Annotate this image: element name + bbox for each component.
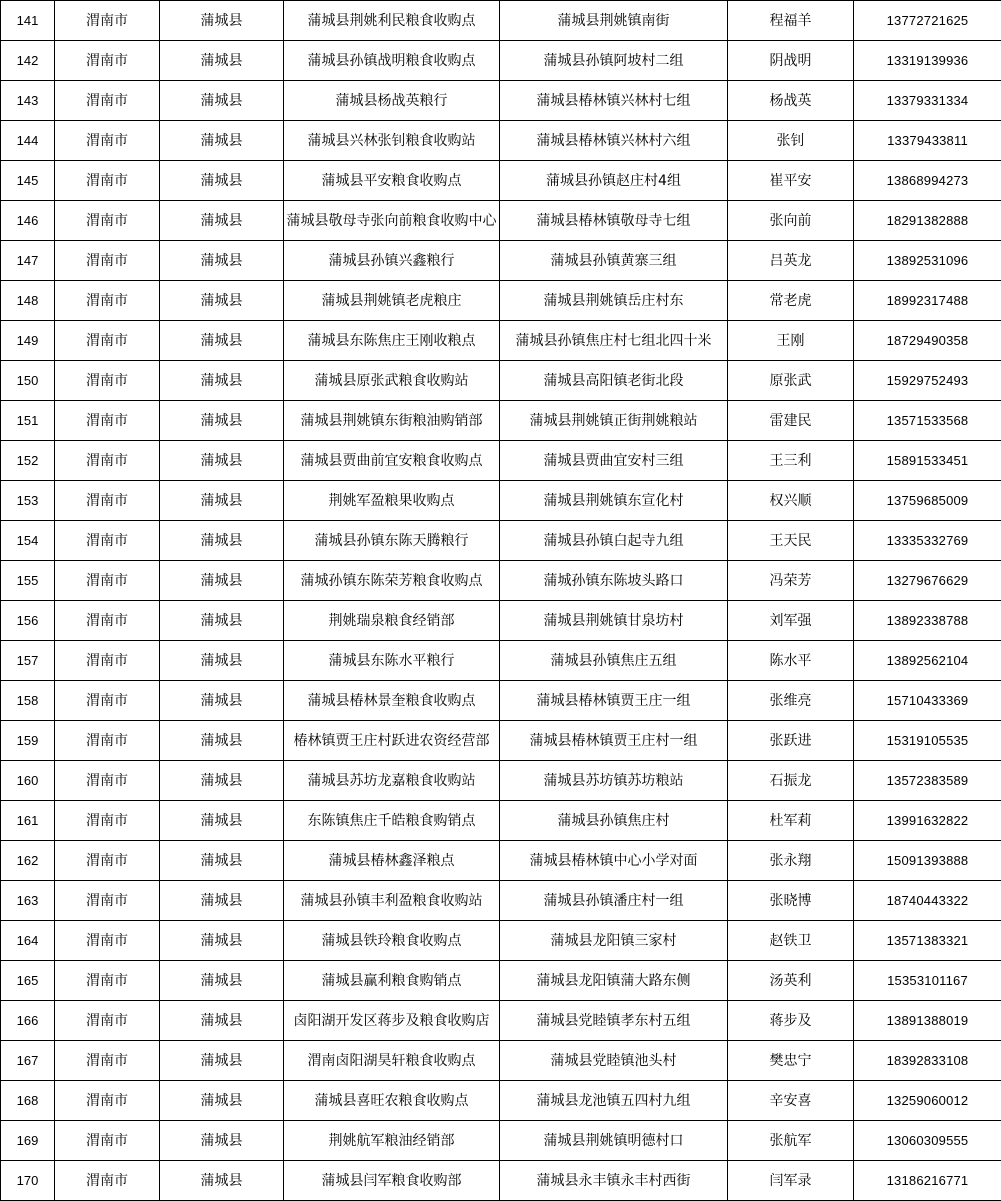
- county-cell: 蒲城县: [160, 641, 284, 681]
- enterprise-name-cell: 蒲城县杨战英粮行: [284, 81, 500, 121]
- city-cell: 渭南市: [55, 841, 160, 881]
- table-row: [1, 1121, 1001, 1161]
- table-row: [1, 201, 1001, 241]
- enterprise-name-cell: 蒲城县椿林鑫泽粮点: [284, 841, 500, 881]
- contact-person-cell: 杨战英: [728, 81, 854, 121]
- address-cell: 蒲城县孙镇焦庄村七组北四十米: [500, 321, 728, 361]
- contact-person-cell: 石振龙: [728, 761, 854, 801]
- phone-number-cell: 13991632822: [854, 801, 1001, 841]
- enterprise-name-cell: 东陈镇焦庄千皓粮食购销点: [284, 801, 500, 841]
- address-cell: 蒲城县椿林镇敬母寺七组: [500, 201, 728, 241]
- enterprise-name-cell: 蒲城县东陈水平粮行: [284, 641, 500, 681]
- address-cell: 蒲城县荆姚镇甘泉坊村: [500, 601, 728, 641]
- row-number-cell: 149: [1, 321, 55, 361]
- phone-number-cell: 13379433811: [854, 121, 1001, 161]
- county-cell: 蒲城县: [160, 1001, 284, 1041]
- city-cell: 渭南市: [55, 1041, 160, 1081]
- address-cell: 蒲城县荆姚镇明德村口: [500, 1121, 728, 1161]
- contact-person-cell: 王天民: [728, 521, 854, 561]
- county-cell: 蒲城县: [160, 361, 284, 401]
- city-cell: 渭南市: [55, 681, 160, 721]
- enterprise-name-cell: 蒲城县平安粮食收购点: [284, 161, 500, 201]
- enterprise-name-cell: 蒲城县铁玲粮食收购点: [284, 921, 500, 961]
- table-row: [1, 121, 1001, 161]
- table-row: [1, 321, 1001, 361]
- enterprise-name-cell: 蒲城县敬母寺张向前粮食收购中心: [284, 201, 500, 241]
- row-number-cell: 146: [1, 201, 55, 241]
- enterprise-name-cell: 蒲城县兴林张钊粮食收购站: [284, 121, 500, 161]
- city-cell: 渭南市: [55, 721, 160, 761]
- phone-number-cell: 18729490358: [854, 321, 1001, 361]
- address-cell: 蒲城县椿林镇兴林村七组: [500, 81, 728, 121]
- city-cell: 渭南市: [55, 361, 160, 401]
- row-number-cell: 158: [1, 681, 55, 721]
- table-row: [1, 1041, 1001, 1081]
- address-cell: 蒲城县贾曲宜安村三组: [500, 441, 728, 481]
- row-number-cell: 161: [1, 801, 55, 841]
- contact-person-cell: 赵铁卫: [728, 921, 854, 961]
- enterprise-name-cell: 蒲城县闫军粮食收购部: [284, 1161, 500, 1201]
- table-row: [1, 841, 1001, 881]
- row-number-cell: 159: [1, 721, 55, 761]
- phone-number-cell: 15091393888: [854, 841, 1001, 881]
- table-row: [1, 921, 1001, 961]
- table-row: [1, 761, 1001, 801]
- phone-number-cell: 13571533568: [854, 401, 1001, 441]
- enterprise-name-cell: 蒲城县苏坊龙嘉粮食收购站: [284, 761, 500, 801]
- county-cell: 蒲城县: [160, 241, 284, 281]
- row-number-cell: 152: [1, 441, 55, 481]
- row-number-cell: 144: [1, 121, 55, 161]
- row-number-cell: 147: [1, 241, 55, 281]
- phone-number-cell: 15929752493: [854, 361, 1001, 401]
- row-number-cell: 167: [1, 1041, 55, 1081]
- contact-person-cell: 王刚: [728, 321, 854, 361]
- enterprise-name-cell: 渭南卤阳湖昊轩粮食收购点: [284, 1041, 500, 1081]
- city-cell: 渭南市: [55, 801, 160, 841]
- phone-number-cell: 18291382888: [854, 201, 1001, 241]
- table-row: [1, 1161, 1001, 1201]
- address-cell: 蒲城县孙镇赵庄村4组: [500, 161, 728, 201]
- county-cell: 蒲城县: [160, 801, 284, 841]
- county-cell: 蒲城县: [160, 481, 284, 521]
- row-number-cell: 163: [1, 881, 55, 921]
- address-cell: 蒲城县孙镇潘庄村一组: [500, 881, 728, 921]
- enterprise-name-cell: 蒲城县孙镇丰利盈粮食收购站: [284, 881, 500, 921]
- county-cell: 蒲城县: [160, 201, 284, 241]
- address-cell: 蒲城县荆姚镇正街荆姚粮站: [500, 401, 728, 441]
- contact-person-cell: 张航军: [728, 1121, 854, 1161]
- city-cell: 渭南市: [55, 1, 160, 41]
- county-cell: 蒲城县: [160, 81, 284, 121]
- enterprise-name-cell: 蒲城县原张武粮食收购站: [284, 361, 500, 401]
- contact-person-cell: 陈水平: [728, 641, 854, 681]
- county-cell: 蒲城县: [160, 441, 284, 481]
- contact-person-cell: 崔平安: [728, 161, 854, 201]
- phone-number-cell: 15710433369: [854, 681, 1001, 721]
- city-cell: 渭南市: [55, 201, 160, 241]
- county-cell: 蒲城县: [160, 681, 284, 721]
- address-cell: 蒲城县荆姚镇岳庄村东: [500, 281, 728, 321]
- enterprise-name-cell: 荆姚瑞泉粮食经销部: [284, 601, 500, 641]
- row-number-cell: 153: [1, 481, 55, 521]
- row-number-cell: 165: [1, 961, 55, 1001]
- city-cell: 渭南市: [55, 921, 160, 961]
- contact-person-cell: 张向前: [728, 201, 854, 241]
- table-row: [1, 641, 1001, 681]
- table-row: [1, 161, 1001, 201]
- enterprise-name-cell: 蒲城县东陈焦庄王刚收粮点: [284, 321, 500, 361]
- table-row: [1, 561, 1001, 601]
- county-cell: 蒲城县: [160, 1041, 284, 1081]
- row-number-cell: 168: [1, 1081, 55, 1121]
- table-row: [1, 401, 1001, 441]
- table-row: [1, 481, 1001, 521]
- county-cell: 蒲城县: [160, 961, 284, 1001]
- table-row: [1, 441, 1001, 481]
- phone-number-cell: 15353101167: [854, 961, 1001, 1001]
- phone-number-cell: 13571383321: [854, 921, 1001, 961]
- phone-number-cell: 13892562104: [854, 641, 1001, 681]
- table-row: [1, 601, 1001, 641]
- enterprise-name-cell: 荆姚航军粮油经销部: [284, 1121, 500, 1161]
- table-row: [1, 41, 1001, 81]
- address-cell: 蒲城县党睦镇孝东村五组: [500, 1001, 728, 1041]
- county-cell: 蒲城县: [160, 1081, 284, 1121]
- contact-person-cell: 张永翔: [728, 841, 854, 881]
- phone-number-cell: 13572383589: [854, 761, 1001, 801]
- phone-number-cell: 13892338788: [854, 601, 1001, 641]
- city-cell: 渭南市: [55, 881, 160, 921]
- row-number-cell: 151: [1, 401, 55, 441]
- enterprise-name-cell: 蒲城县椿林景奎粮食收购点: [284, 681, 500, 721]
- row-number-cell: 170: [1, 1161, 55, 1201]
- row-number-cell: 143: [1, 81, 55, 121]
- address-cell: 蒲城县党睦镇池头村: [500, 1041, 728, 1081]
- enterprise-name-cell: 蒲城孙镇东陈荣芳粮食收购点: [284, 561, 500, 601]
- county-cell: 蒲城县: [160, 41, 284, 81]
- table-row: [1, 361, 1001, 401]
- enterprise-name-cell: 椿林镇贾王庄村跃进农资经营部: [284, 721, 500, 761]
- phone-number-cell: 13868994273: [854, 161, 1001, 201]
- city-cell: 渭南市: [55, 1001, 160, 1041]
- row-number-cell: 155: [1, 561, 55, 601]
- address-cell: 蒲城县苏坊镇苏坊粮站: [500, 761, 728, 801]
- phone-number-cell: 13060309555: [854, 1121, 1001, 1161]
- contact-person-cell: 张维亮: [728, 681, 854, 721]
- contact-person-cell: 汤英利: [728, 961, 854, 1001]
- phone-number-cell: 18392833108: [854, 1041, 1001, 1081]
- phone-number-cell: 13379331334: [854, 81, 1001, 121]
- contact-person-cell: 王三利: [728, 441, 854, 481]
- row-number-cell: 156: [1, 601, 55, 641]
- table-row: [1, 961, 1001, 1001]
- address-cell: 蒲城县龙阳镇三家村: [500, 921, 728, 961]
- address-cell: 蒲城县龙池镇五四村九组: [500, 1081, 728, 1121]
- phone-number-cell: 13319139936: [854, 41, 1001, 81]
- city-cell: 渭南市: [55, 481, 160, 521]
- city-cell: 渭南市: [55, 241, 160, 281]
- row-number-cell: 142: [1, 41, 55, 81]
- row-number-cell: 154: [1, 521, 55, 561]
- phone-number-cell: 13279676629: [854, 561, 1001, 601]
- county-cell: 蒲城县: [160, 281, 284, 321]
- table-row: [1, 721, 1001, 761]
- address-cell: 蒲城县孙镇阿坡村二组: [500, 41, 728, 81]
- county-cell: 蒲城县: [160, 1121, 284, 1161]
- table-row: [1, 1, 1001, 41]
- phone-number-cell: 18740443322: [854, 881, 1001, 921]
- contact-person-cell: 常老虎: [728, 281, 854, 321]
- city-cell: 渭南市: [55, 641, 160, 681]
- county-cell: 蒲城县: [160, 841, 284, 881]
- table-row: [1, 881, 1001, 921]
- contact-person-cell: 张晓博: [728, 881, 854, 921]
- enterprise-name-cell: 蒲城县喜旺农粮食收购点: [284, 1081, 500, 1121]
- city-cell: 渭南市: [55, 561, 160, 601]
- city-cell: 渭南市: [55, 441, 160, 481]
- city-cell: 渭南市: [55, 121, 160, 161]
- enterprise-name-cell: 蒲城县孙镇战明粮食收购点: [284, 41, 500, 81]
- address-cell: 蒲城县椿林镇兴林村六组: [500, 121, 728, 161]
- table-row: [1, 521, 1001, 561]
- county-cell: 蒲城县: [160, 761, 284, 801]
- county-cell: 蒲城县: [160, 921, 284, 961]
- contact-person-cell: 张钊: [728, 121, 854, 161]
- phone-number-cell: 13891388019: [854, 1001, 1001, 1041]
- city-cell: 渭南市: [55, 401, 160, 441]
- table-row: [1, 801, 1001, 841]
- enterprise-name-cell: 蒲城县贾曲前宜安粮食收购点: [284, 441, 500, 481]
- county-cell: 蒲城县: [160, 121, 284, 161]
- table-row: [1, 1081, 1001, 1121]
- contact-person-cell: 原张武: [728, 361, 854, 401]
- row-number-cell: 148: [1, 281, 55, 321]
- phone-number-cell: 13759685009: [854, 481, 1001, 521]
- county-cell: 蒲城县: [160, 321, 284, 361]
- phone-number-cell: 13186216771: [854, 1161, 1001, 1201]
- contact-person-cell: 阴战明: [728, 41, 854, 81]
- county-cell: 蒲城县: [160, 1, 284, 41]
- enterprise-name-cell: 蒲城县孙镇东陈天腾粮行: [284, 521, 500, 561]
- city-cell: 渭南市: [55, 1081, 160, 1121]
- table-row: [1, 681, 1001, 721]
- city-cell: 渭南市: [55, 521, 160, 561]
- county-cell: 蒲城县: [160, 1161, 284, 1201]
- phone-number-cell: 18992317488: [854, 281, 1001, 321]
- address-cell: 蒲城县椿林镇贾王庄一组: [500, 681, 728, 721]
- enterprise-name-cell: 蒲城县荆姚利民粮食收购点: [284, 1, 500, 41]
- address-cell: 蒲城县龙阳镇蒲大路东侧: [500, 961, 728, 1001]
- contact-person-cell: 樊忠宁: [728, 1041, 854, 1081]
- phone-number-cell: 15891533451: [854, 441, 1001, 481]
- contact-person-cell: 张跃进: [728, 721, 854, 761]
- address-cell: 蒲城县荆姚镇东宣化村: [500, 481, 728, 521]
- contact-person-cell: 闫军录: [728, 1161, 854, 1201]
- county-cell: 蒲城县: [160, 161, 284, 201]
- address-cell: 蒲城县荆姚镇南街: [500, 1, 728, 41]
- row-number-cell: 160: [1, 761, 55, 801]
- city-cell: 渭南市: [55, 961, 160, 1001]
- city-cell: 渭南市: [55, 81, 160, 121]
- enterprise-name-cell: 蒲城县荆姚镇东街粮油购销部: [284, 401, 500, 441]
- contact-person-cell: 吕英龙: [728, 241, 854, 281]
- address-cell: 蒲城孙镇东陈坡头路口: [500, 561, 728, 601]
- city-cell: 渭南市: [55, 41, 160, 81]
- county-cell: 蒲城县: [160, 401, 284, 441]
- enterprise-name-cell: 蒲城县孙镇兴鑫粮行: [284, 241, 500, 281]
- city-cell: 渭南市: [55, 761, 160, 801]
- county-cell: 蒲城县: [160, 521, 284, 561]
- contact-person-cell: 权兴顺: [728, 481, 854, 521]
- contact-person-cell: 刘军强: [728, 601, 854, 641]
- phone-number-cell: 13892531096: [854, 241, 1001, 281]
- address-cell: 蒲城县孙镇黄寨三组: [500, 241, 728, 281]
- contact-person-cell: 辛安喜: [728, 1081, 854, 1121]
- phone-number-cell: 13772721625: [854, 1, 1001, 41]
- city-cell: 渭南市: [55, 601, 160, 641]
- address-cell: 蒲城县椿林镇贾王庄村一组: [500, 721, 728, 761]
- phone-number-cell: 13335332769: [854, 521, 1001, 561]
- enterprise-name-cell: 蒲城县赢利粮食购销点: [284, 961, 500, 1001]
- city-cell: 渭南市: [55, 1121, 160, 1161]
- city-cell: 渭南市: [55, 281, 160, 321]
- phone-number-cell: 13259060012: [854, 1081, 1001, 1121]
- contact-person-cell: 雷建民: [728, 401, 854, 441]
- address-cell: 蒲城县孙镇焦庄村: [500, 801, 728, 841]
- row-number-cell: 169: [1, 1121, 55, 1161]
- table-row: [1, 241, 1001, 281]
- row-number-cell: 145: [1, 161, 55, 201]
- contact-person-cell: 蒋步及: [728, 1001, 854, 1041]
- county-cell: 蒲城县: [160, 721, 284, 761]
- row-number-cell: 141: [1, 1, 55, 41]
- enterprise-name-cell: 卤阳湖开发区蒋步及粮食收购店: [284, 1001, 500, 1041]
- table-row: [1, 81, 1001, 121]
- enterprise-name-cell: 蒲城县荆姚镇老虎粮庄: [284, 281, 500, 321]
- row-number-cell: 157: [1, 641, 55, 681]
- city-cell: 渭南市: [55, 161, 160, 201]
- contact-person-cell: 杜军莉: [728, 801, 854, 841]
- county-cell: 蒲城县: [160, 881, 284, 921]
- enterprise-name-cell: 荆姚军盈粮果收购点: [284, 481, 500, 521]
- phone-number-cell: 15319105535: [854, 721, 1001, 761]
- row-number-cell: 164: [1, 921, 55, 961]
- county-cell: 蒲城县: [160, 601, 284, 641]
- address-cell: 蒲城县椿林镇中心小学对面: [500, 841, 728, 881]
- address-cell: 蒲城县孙镇焦庄五组: [500, 641, 728, 681]
- row-number-cell: 166: [1, 1001, 55, 1041]
- address-cell: 蒲城县高阳镇老街北段: [500, 361, 728, 401]
- contact-person-cell: 程福羊: [728, 1, 854, 41]
- contact-person-cell: 冯荣芳: [728, 561, 854, 601]
- city-cell: 渭南市: [55, 321, 160, 361]
- county-cell: 蒲城县: [160, 561, 284, 601]
- row-number-cell: 150: [1, 361, 55, 401]
- table-row: [1, 281, 1001, 321]
- table-row: [1, 1001, 1001, 1041]
- row-number-cell: 162: [1, 841, 55, 881]
- address-cell: 蒲城县永丰镇永丰村西街: [500, 1161, 728, 1201]
- address-cell: 蒲城县孙镇白起寺九组: [500, 521, 728, 561]
- table-body: [1, 1, 1001, 1201]
- city-cell: 渭南市: [55, 1161, 160, 1201]
